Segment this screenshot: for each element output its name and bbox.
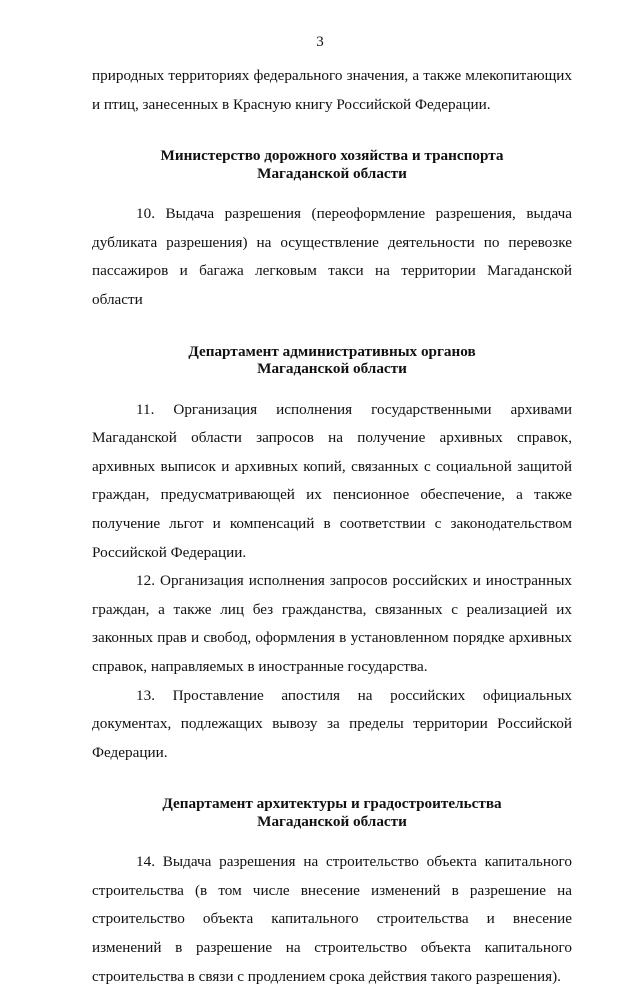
section-heading: Министерство дорожного хозяйства и транспорта	[160, 147, 504, 165]
intro-line-2: и птиц, занесенных в Красную книгу Российской Федерации.	[92, 95, 491, 113]
section-heading: Департамент административных органов	[188, 342, 476, 360]
item-13: 13. Проставление апостиля на российских официальных документах, подлежащих вывозу за пределы территории Российской Федерации.	[92, 686, 572, 761]
item-12: 12. Организация исполнения запросов российских и иностранных граждан, а также лиц без гражданства, связанных с реализацией их законных прав и свобод, оформления в установленном порядке архивных справок, направляемых в иностранные государства.	[92, 572, 572, 675]
section-heading-sub: Магаданской области	[257, 812, 407, 830]
intro-line-1: природных территориях федерального значения, а также млекопитающих	[92, 67, 572, 84]
page-number: 3	[316, 34, 324, 50]
section-admin-bodies	[92, 343, 572, 768]
item-10: 10. Выдача разрешения (переоформление разрешения, выдача дубликата разрешения) на осуществление деятельности по перевозке пассажиров и багажа легковым такси на территории Магаданской области	[92, 205, 572, 308]
section-ministry-roads	[92, 147, 572, 314]
document-body	[92, 62, 572, 991]
item-14: 14. Выдача разрешения на строительство объекта капитального строительства (в том числе внесение изменений в разрешение на строительство объекта капитального строительства и внесение изменений в разрешение на строительство объекта капитального строительства в связи с продлением срока действия такого разрешения).	[92, 853, 572, 985]
section-heading: Департамент архитектуры и градостроительства	[162, 795, 502, 813]
section-heading-sub: Магаданской области	[257, 360, 407, 378]
section-architecture	[92, 795, 572, 991]
item-11: 11. Организация исполнения государственными архивами Магаданской области запросов на получение архивных справок, архивных выписок и архивных копий, связанных с социальной защитой граждан, предусматривающей их пенсионное обеспечение, а также получение льгот и компенсаций в соответствии с законодательством Российской Федерации.	[92, 400, 572, 561]
section-heading-sub: Магаданской области	[257, 164, 407, 182]
